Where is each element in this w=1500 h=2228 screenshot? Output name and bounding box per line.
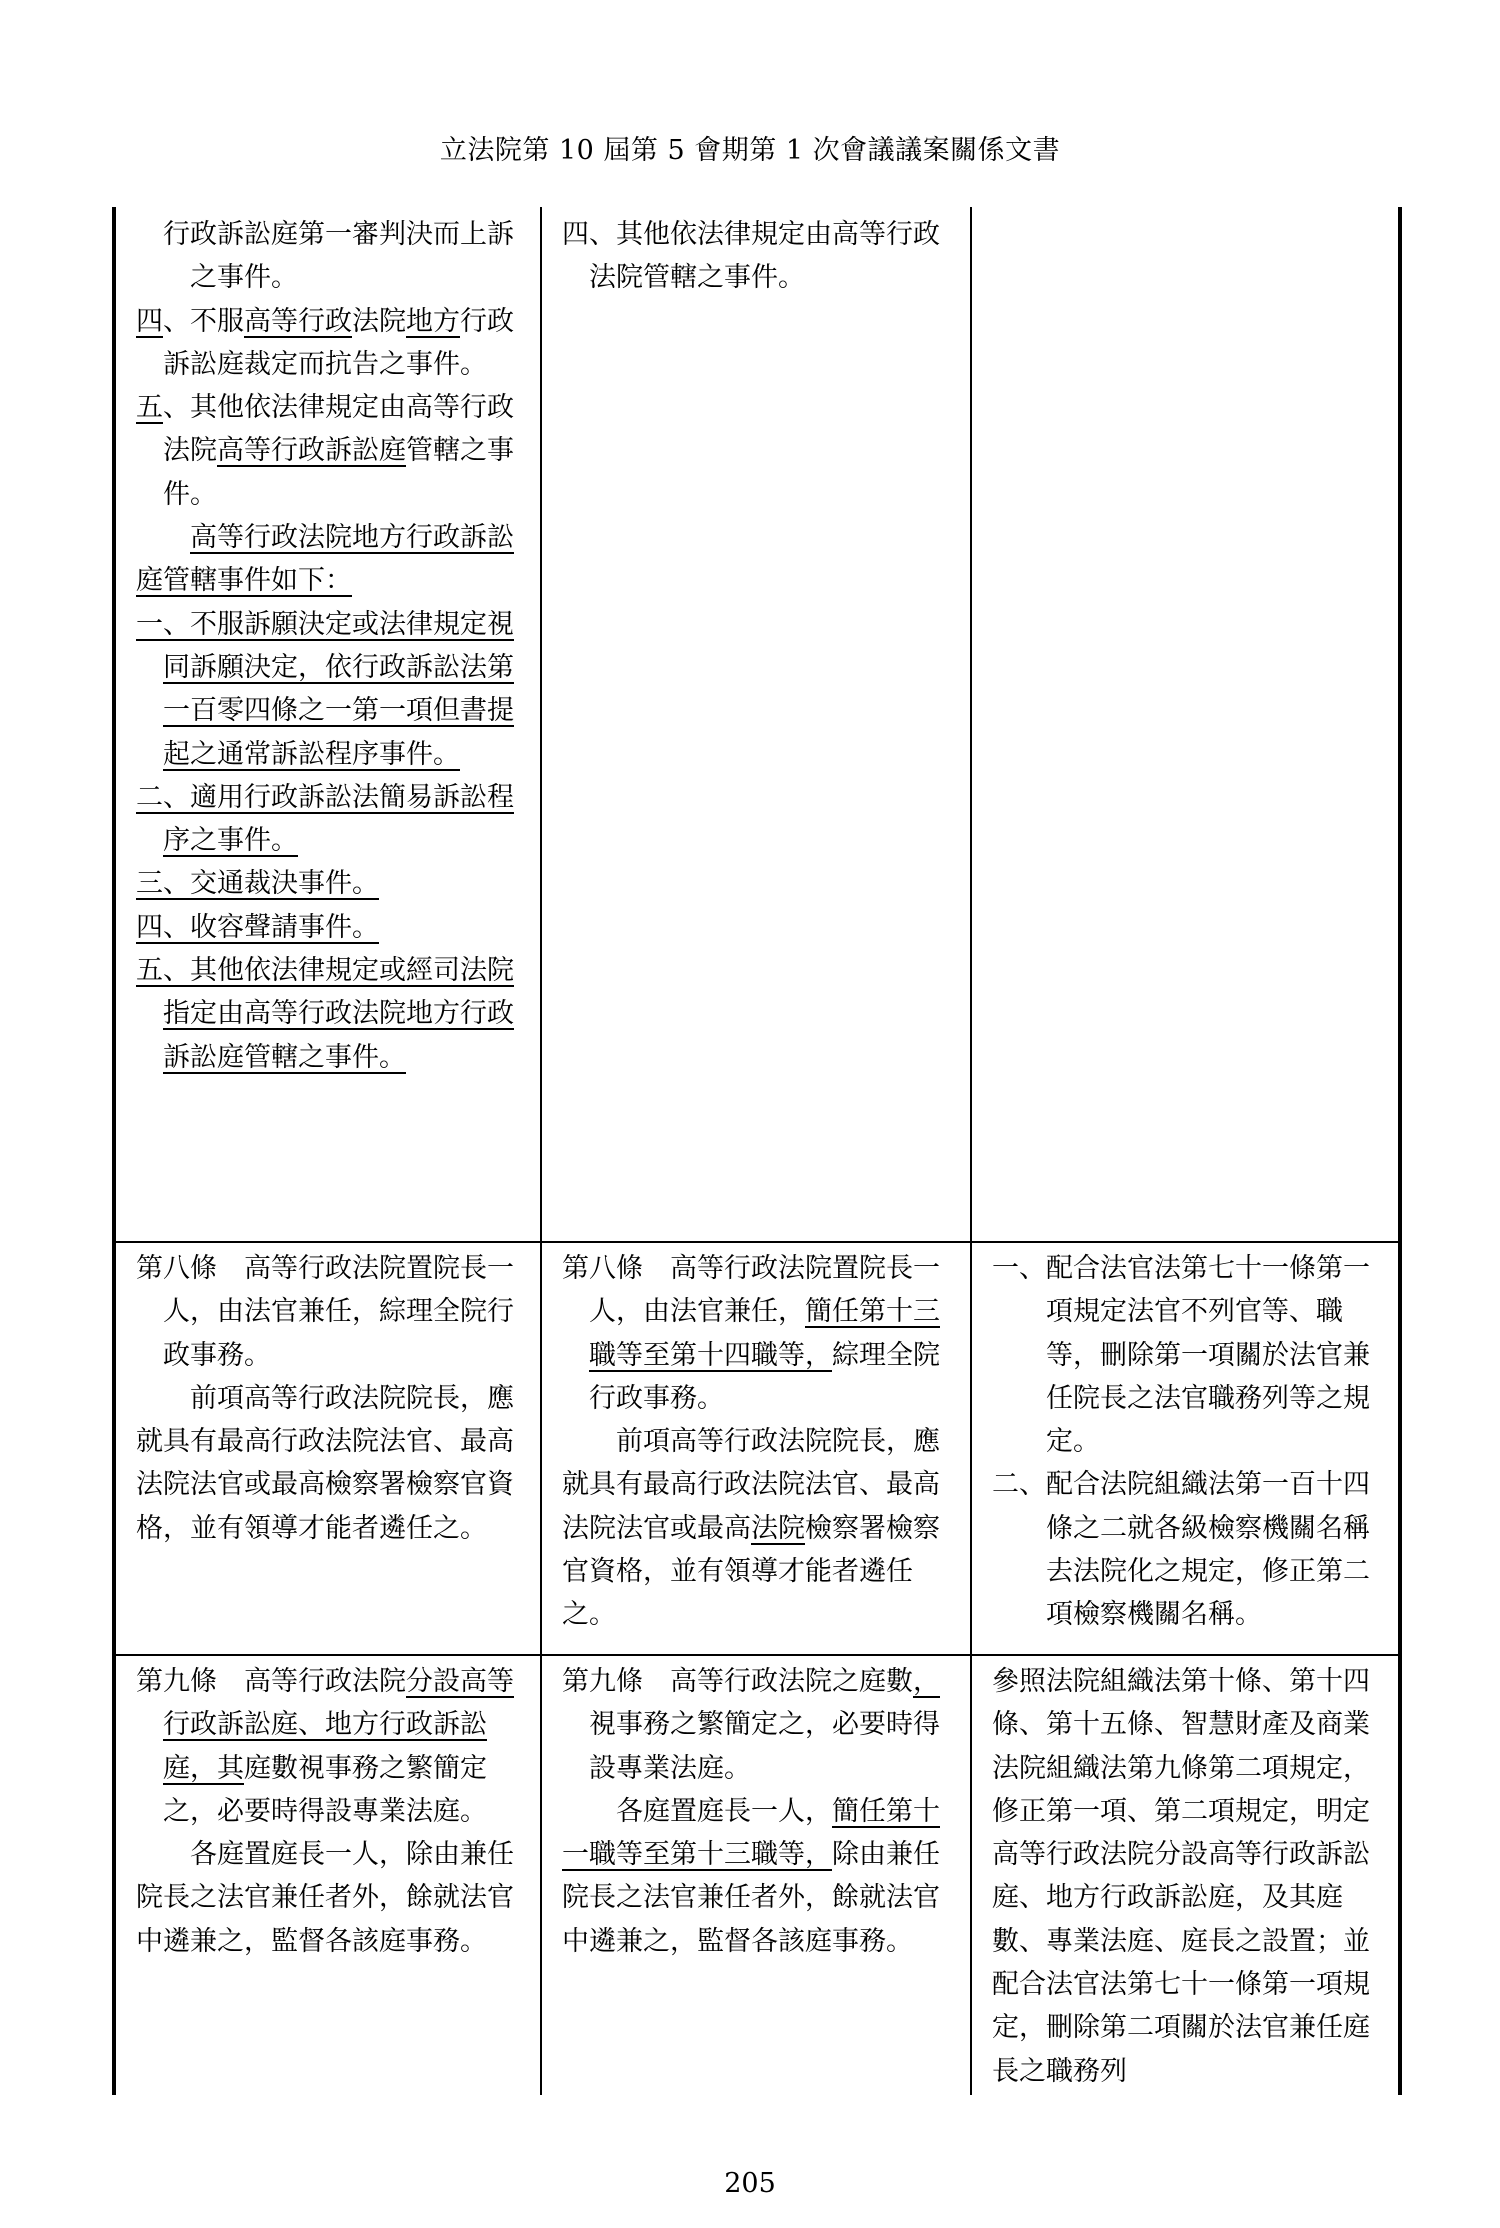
text-segment: 視事務之繁簡定之，必要時得設專業法庭。 <box>589 1709 940 1784</box>
row-3-current-text <box>542 1660 970 2095</box>
text-segment: 參照法院組織法第十條、第十四條、第十五條、智慧財產及商業法院組織法第九條第二項規定，修正第一項、第二項規定，明定高等行政法院分設高等行政訴訟庭、地方行政訴訟庭，及其庭數、專業法庭、庭長之設置；並配合法官法第七十一條第一項規定，刪除第二項關於法官兼任庭長之職務列 <box>992 1666 1370 2087</box>
paragraph <box>136 1377 526 1550</box>
amended-text: 二、適用行政訴訟法簡易訴訟程序之事件。 <box>136 781 514 857</box>
text-segment: 四、其他依法律規定由高等行政法院管轄之事件。 <box>562 219 940 294</box>
row-2-explanation <box>972 1247 1398 1652</box>
text-segment: 二、配合法院組織法第一百十四條之二就各級檢察機關名稱去法院化之規定，修正第二項檢察機關名稱。 <box>992 1469 1370 1631</box>
table-right-border <box>1398 207 1402 2095</box>
amended-text: 四 <box>136 305 163 337</box>
row-3-revised-text <box>116 1660 540 2095</box>
amended-text: 簡任第十三職等至第十四職等， <box>589 1296 940 1371</box>
amended-text: 一、不服訴願決定或法律規定視同訴願決定，依行政訴訟法第一百零四條之一第一項但書提起之通常訴訟程序事件。 <box>136 608 514 770</box>
text-segment: 行政訴訟庭第一審判決而上訴之事件。 <box>136 219 514 294</box>
paragraph <box>136 776 526 863</box>
amended-text: 四、收容聲請事件。 <box>136 911 379 943</box>
comparison-table <box>112 207 1402 2095</box>
row-divider-2 <box>112 1654 1402 1656</box>
paragraph <box>562 1247 956 1420</box>
amended-text: 高等行政 <box>244 305 352 337</box>
text-segment: 第八條 高等行政法院置院長一人，由法官兼任，綜理全院行政事務。 <box>136 1253 514 1371</box>
paragraph <box>136 603 526 776</box>
paragraph <box>136 300 526 387</box>
paragraph <box>562 213 956 300</box>
amended-text: 高等行政訴訟庭 <box>217 435 406 467</box>
amended-text: 簡任第十一職等至第十三職等， <box>562 1795 940 1871</box>
paragraph <box>562 1660 956 1790</box>
paragraph <box>562 1790 956 1963</box>
row-1-explanation <box>972 213 1398 1239</box>
text-segment: 檢察署檢察官資格，並有領導才能者遴任之。 <box>562 1512 940 1631</box>
page-header: 立法院第 10 屆第 5 會期第 1 次會議議案關係文書 <box>439 135 1061 166</box>
paragraph <box>136 386 526 516</box>
row-1-revised-text <box>116 213 540 1239</box>
text-segment: 、不服 <box>163 305 244 337</box>
text-segment: 各庭置庭長一人， <box>616 1795 832 1827</box>
text-segment: 前項高等行政法院院長，應就具有最高行政法院法官、最高法院法官或最高檢察署檢察官資格，並有領導才能者遴任之。 <box>136 1382 514 1544</box>
text-segment: 第八條 高等行政法院置院長一人，由法官兼任， <box>562 1253 940 1328</box>
amended-text: 分設高等行政訴訟庭、地方行政訴訟庭，其 <box>163 1666 514 1784</box>
text-segment: 前項高等行政法院院長，應就具有最高行政法院法官、最高法院法官或最高 <box>562 1426 940 1544</box>
text-segment: 第九條 高等行政法院之庭數 <box>562 1666 913 1697</box>
paragraph <box>136 516 526 603</box>
paragraph <box>992 1660 1384 2093</box>
paragraph <box>992 1247 1384 1463</box>
text-segment: 行政訴訟庭裁定而抗告之事件。 <box>163 305 514 380</box>
paragraph <box>562 1420 956 1636</box>
paragraph <box>136 1247 526 1377</box>
row-1-current-text <box>542 213 970 1239</box>
amended-text: 五、其他依法律規定或經司法院指定由高等行政法院地方行政訴訟庭管轄之事件。 <box>136 955 514 1073</box>
row-divider-1 <box>112 1241 1402 1243</box>
text-segment: 第九條 高等行政法院 <box>136 1666 406 1697</box>
paragraph <box>136 862 526 905</box>
page-number: 205 <box>724 2168 776 2199</box>
text-segment: 法院 <box>352 305 406 337</box>
paragraph <box>136 949 526 1079</box>
text-segment: 綜理全院行政事務。 <box>589 1339 940 1414</box>
paragraph <box>992 1463 1384 1636</box>
amended-text: 高等行政法院地方行政訴訟庭管轄事件如下： <box>136 522 514 597</box>
amended-text: 三、交通裁決事件。 <box>136 868 379 900</box>
row-2-current-text <box>542 1247 970 1652</box>
paragraph <box>136 1833 526 1963</box>
amended-text: 法院 <box>751 1512 805 1544</box>
text-segment: 一、配合法官法第七十一條第一項規定法官不列官等、職等，刪除第一項關於法官兼任院長之法官職務列等之規定。 <box>992 1253 1370 1458</box>
row-3-explanation <box>972 1660 1398 2095</box>
text-segment: 庭數視事務之繁簡定之，必要時得設專業法庭。 <box>163 1752 487 1827</box>
text-segment: 各庭置庭長一人，除由兼任院長之法官兼任者外，餘就法官中遴兼之，監督各該庭事務。 <box>136 1839 514 1957</box>
paragraph <box>136 906 526 949</box>
paragraph <box>136 213 526 300</box>
text-segment: 除由兼任院長之法官兼任者外，餘就法官中遴兼之，監督各該庭事務。 <box>562 1839 940 1957</box>
paragraph <box>136 1660 526 1833</box>
row-2-revised-text <box>116 1247 540 1652</box>
text-segment: 管轄之事件。 <box>163 435 514 510</box>
amended-text: ， <box>913 1666 940 1697</box>
text-segment: 、其他依法律規定由高等行政法院 <box>163 392 514 467</box>
amended-text: 地方 <box>406 305 460 337</box>
amended-text: 五 <box>136 392 163 424</box>
